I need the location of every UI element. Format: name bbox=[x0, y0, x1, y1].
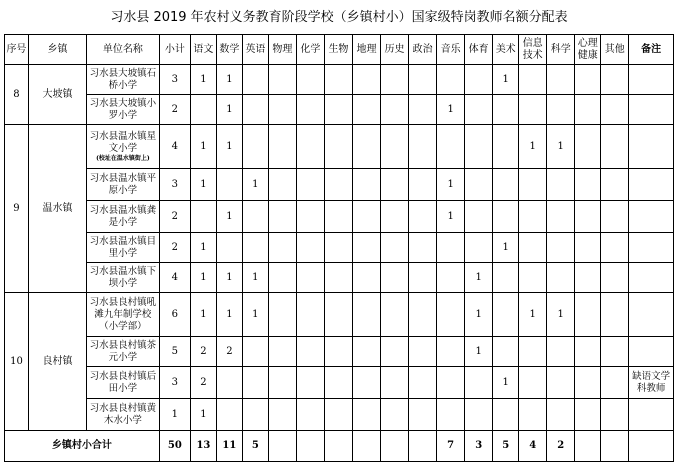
cell-qita bbox=[601, 399, 629, 431]
cell-tiyu bbox=[465, 125, 493, 169]
cell-shuxue: 2 bbox=[216, 337, 242, 367]
cell-shengwu bbox=[324, 337, 352, 367]
cell-xinxi: 1 bbox=[519, 293, 547, 337]
header-lishi: 历史 bbox=[381, 35, 409, 65]
cell-xinli bbox=[575, 233, 601, 263]
cell-qita bbox=[601, 233, 629, 263]
cell-meishu bbox=[493, 95, 519, 125]
cell-qita bbox=[601, 95, 629, 125]
cell-shengwu bbox=[324, 95, 352, 125]
cell-yuwen bbox=[190, 201, 216, 233]
cell-xinxi bbox=[519, 337, 547, 367]
cell-zhengzhi bbox=[409, 125, 437, 169]
remark-cell bbox=[629, 233, 674, 263]
cell-xinxi bbox=[519, 233, 547, 263]
unit-note: (校址在温水镇街上) bbox=[96, 154, 150, 162]
cell-yinyue bbox=[437, 233, 465, 263]
cell-shengwu bbox=[324, 263, 352, 293]
seq-cell: 8 bbox=[5, 65, 29, 125]
cell-dili bbox=[352, 337, 380, 367]
remark-cell bbox=[629, 201, 674, 233]
cell-lishi bbox=[381, 95, 409, 125]
total-shengwu bbox=[324, 431, 352, 462]
town-cell: 大坡镇 bbox=[28, 65, 86, 125]
cell-meishu bbox=[493, 169, 519, 201]
unit-name-cell bbox=[87, 399, 160, 431]
cell-tiyu bbox=[465, 201, 493, 233]
cell-total: 3 bbox=[159, 169, 190, 201]
header-yingyu: 英语 bbox=[242, 35, 268, 65]
remark-cell: 缺语文学科教师 bbox=[629, 367, 674, 399]
cell-shuxue: 1 bbox=[216, 293, 242, 337]
cell-xinli bbox=[575, 399, 601, 431]
cell-tiyu bbox=[465, 169, 493, 201]
cell-tiyu: 1 bbox=[465, 337, 493, 367]
cell-yingyu bbox=[242, 95, 268, 125]
header-unit: 单位名称 bbox=[87, 35, 160, 65]
cell-huaxue bbox=[296, 337, 324, 367]
cell-lishi bbox=[381, 399, 409, 431]
cell-lishi bbox=[381, 65, 409, 95]
cell-yingyu bbox=[242, 125, 268, 169]
unit-name-cell bbox=[87, 293, 160, 337]
cell-huaxue bbox=[296, 201, 324, 233]
header-remark: 备注 bbox=[629, 35, 674, 65]
total-shuxue: 11 bbox=[216, 431, 242, 462]
cell-huaxue bbox=[296, 367, 324, 399]
cell-shengwu bbox=[324, 367, 352, 399]
cell-meishu bbox=[493, 399, 519, 431]
cell-kexue bbox=[547, 337, 575, 367]
seq-cell: 10 bbox=[5, 293, 29, 431]
cell-wuli bbox=[268, 337, 296, 367]
header-tiyu: 体育 bbox=[465, 35, 493, 65]
header-seq: 序号 bbox=[5, 35, 29, 65]
header-huaxue: 化学 bbox=[296, 35, 324, 65]
total-yingyu: 5 bbox=[242, 431, 268, 462]
cell-yingyu: 1 bbox=[242, 293, 268, 337]
total-xinxi: 4 bbox=[519, 431, 547, 462]
cell-total: 2 bbox=[159, 201, 190, 233]
total-row bbox=[5, 431, 674, 462]
cell-wuli bbox=[268, 367, 296, 399]
total-lishi bbox=[381, 431, 409, 462]
cell-dili bbox=[352, 201, 380, 233]
cell-total: 2 bbox=[159, 233, 190, 263]
cell-yinyue bbox=[437, 367, 465, 399]
unit-name: 习水县大坡镇小罗小学 bbox=[89, 97, 157, 121]
total-xinli bbox=[575, 431, 601, 462]
cell-lishi bbox=[381, 337, 409, 367]
unit-name-cell bbox=[87, 95, 160, 125]
total-wuli bbox=[268, 431, 296, 462]
cell-xinxi bbox=[519, 367, 547, 399]
table-row bbox=[5, 367, 674, 399]
cell-shengwu bbox=[324, 201, 352, 233]
cell-total: 6 bbox=[159, 293, 190, 337]
cell-meishu bbox=[493, 263, 519, 293]
cell-shengwu bbox=[324, 125, 352, 169]
document-title: 习水县 2019 年农村义务教育阶段学校（乡镇村小）国家级特岗教师名额分配表 bbox=[110, 10, 568, 25]
header-meishu: 美术 bbox=[493, 35, 519, 65]
cell-kexue: 1 bbox=[547, 293, 575, 337]
total-total: 50 bbox=[159, 431, 190, 462]
total-yuwen: 13 bbox=[190, 431, 216, 462]
cell-kexue bbox=[547, 399, 575, 431]
header-xinli: 心理健康 bbox=[575, 35, 601, 65]
cell-kexue: 1 bbox=[547, 125, 575, 169]
cell-yingyu: 1 bbox=[242, 263, 268, 293]
table-row bbox=[5, 337, 674, 367]
unit-name-cell bbox=[87, 263, 160, 293]
total-tiyu: 3 bbox=[465, 431, 493, 462]
cell-xinxi bbox=[519, 95, 547, 125]
total-yinyue: 7 bbox=[437, 431, 465, 462]
cell-wuli bbox=[268, 201, 296, 233]
town-cell: 良村镇 bbox=[28, 293, 86, 431]
cell-shengwu bbox=[324, 233, 352, 263]
unit-name: 习水县良村镇茶元小学 bbox=[89, 339, 157, 363]
header-kexue: 科学 bbox=[547, 35, 575, 65]
cell-lishi bbox=[381, 125, 409, 169]
cell-meishu bbox=[493, 201, 519, 233]
cell-xinxi bbox=[519, 263, 547, 293]
cell-yinyue bbox=[437, 399, 465, 431]
cell-shengwu bbox=[324, 293, 352, 337]
unit-name: 习水县良村镇吼滩九年制学校（小学部） bbox=[89, 296, 157, 332]
cell-zhengzhi bbox=[409, 169, 437, 201]
cell-shuxue bbox=[216, 399, 242, 431]
cell-total: 2 bbox=[159, 95, 190, 125]
cell-lishi bbox=[381, 263, 409, 293]
total-zhengzhi bbox=[409, 431, 437, 462]
cell-yuwen: 1 bbox=[190, 65, 216, 95]
cell-xinli bbox=[575, 367, 601, 399]
cell-huaxue bbox=[296, 125, 324, 169]
cell-shengwu bbox=[324, 65, 352, 95]
header-shuxue: 数学 bbox=[216, 35, 242, 65]
cell-yinyue bbox=[437, 263, 465, 293]
unit-name-cell bbox=[87, 65, 160, 95]
cell-xinxi bbox=[519, 65, 547, 95]
cell-xinxi bbox=[519, 201, 547, 233]
cell-dili bbox=[352, 367, 380, 399]
cell-yingyu bbox=[242, 337, 268, 367]
cell-tiyu: 1 bbox=[465, 263, 493, 293]
cell-huaxue bbox=[296, 169, 324, 201]
cell-dili bbox=[352, 125, 380, 169]
cell-wuli bbox=[268, 263, 296, 293]
cell-xinli bbox=[575, 293, 601, 337]
cell-lishi bbox=[381, 201, 409, 233]
table-row bbox=[5, 169, 674, 201]
cell-qita bbox=[601, 201, 629, 233]
unit-name-cell bbox=[87, 337, 160, 367]
header-qita: 其他 bbox=[601, 35, 629, 65]
header-xinxi: 信息技术 bbox=[519, 35, 547, 65]
header-shengwu: 生物 bbox=[324, 35, 352, 65]
cell-yinyue bbox=[437, 293, 465, 337]
table-row bbox=[5, 399, 674, 431]
cell-huaxue bbox=[296, 65, 324, 95]
total-remark bbox=[629, 431, 674, 462]
cell-yinyue: 1 bbox=[437, 201, 465, 233]
cell-qita bbox=[601, 65, 629, 95]
unit-name-cell bbox=[87, 201, 160, 233]
header-yuwen: 语文 bbox=[190, 35, 216, 65]
cell-zhengzhi bbox=[409, 233, 437, 263]
cell-qita bbox=[601, 125, 629, 169]
header-wuli: 物理 bbox=[268, 35, 296, 65]
cell-wuli bbox=[268, 65, 296, 95]
cell-yuwen: 1 bbox=[190, 399, 216, 431]
unit-name: 习水县温水镇龚是小学 bbox=[89, 204, 157, 228]
cell-tiyu bbox=[465, 399, 493, 431]
cell-kexue bbox=[547, 201, 575, 233]
cell-tiyu: 1 bbox=[465, 293, 493, 337]
cell-total: 4 bbox=[159, 125, 190, 169]
unit-name-cell bbox=[87, 367, 160, 399]
cell-xinli bbox=[575, 263, 601, 293]
unit-name: 习水县温水镇下坝小学 bbox=[89, 265, 157, 289]
cell-tiyu bbox=[465, 95, 493, 125]
cell-yingyu bbox=[242, 399, 268, 431]
header-dili: 地理 bbox=[352, 35, 380, 65]
table-row bbox=[5, 293, 674, 337]
table-row bbox=[5, 95, 674, 125]
cell-meishu: 1 bbox=[493, 233, 519, 263]
unit-name: 习水县良村镇黄木水小学 bbox=[89, 402, 157, 426]
cell-yuwen: 2 bbox=[190, 367, 216, 399]
cell-wuli bbox=[268, 293, 296, 337]
total-qita bbox=[601, 431, 629, 462]
cell-meishu bbox=[493, 337, 519, 367]
cell-kexue bbox=[547, 367, 575, 399]
cell-xinli bbox=[575, 169, 601, 201]
total-label: 乡镇村小合计 bbox=[5, 431, 160, 462]
unit-name-cell bbox=[87, 233, 160, 263]
cell-huaxue bbox=[296, 233, 324, 263]
cell-qita bbox=[601, 367, 629, 399]
cell-lishi bbox=[381, 169, 409, 201]
cell-zhengzhi bbox=[409, 201, 437, 233]
cell-yingyu bbox=[242, 233, 268, 263]
cell-shuxue: 1 bbox=[216, 201, 242, 233]
cell-total: 3 bbox=[159, 65, 190, 95]
unit-name: 习水县良村镇后田小学 bbox=[89, 370, 157, 394]
unit-name-cell bbox=[87, 125, 160, 169]
cell-zhengzhi bbox=[409, 293, 437, 337]
cell-total: 5 bbox=[159, 337, 190, 367]
cell-shengwu bbox=[324, 169, 352, 201]
cell-kexue bbox=[547, 169, 575, 201]
cell-yingyu: 1 bbox=[242, 169, 268, 201]
header-total: 小计 bbox=[159, 35, 190, 65]
cell-yinyue: 1 bbox=[437, 169, 465, 201]
cell-lishi bbox=[381, 367, 409, 399]
cell-yuwen: 1 bbox=[190, 263, 216, 293]
allocation-table bbox=[4, 34, 674, 462]
cell-huaxue bbox=[296, 399, 324, 431]
cell-yuwen: 1 bbox=[190, 293, 216, 337]
cell-shuxue: 1 bbox=[216, 65, 242, 95]
cell-shuxue bbox=[216, 169, 242, 201]
cell-tiyu bbox=[465, 65, 493, 95]
cell-shuxue: 1 bbox=[216, 125, 242, 169]
unit-name: 习水县大坡镇石桥小学 bbox=[89, 67, 157, 91]
cell-xinxi bbox=[519, 169, 547, 201]
remark-cell bbox=[629, 337, 674, 367]
header-yinyue: 音乐 bbox=[437, 35, 465, 65]
cell-tiyu bbox=[465, 233, 493, 263]
cell-yuwen: 1 bbox=[190, 125, 216, 169]
cell-total: 1 bbox=[159, 399, 190, 431]
header-zhengzhi: 政治 bbox=[409, 35, 437, 65]
cell-zhengzhi bbox=[409, 337, 437, 367]
cell-lishi bbox=[381, 233, 409, 263]
remark-cell bbox=[629, 125, 674, 169]
seq-cell: 9 bbox=[5, 125, 29, 293]
table-body bbox=[5, 65, 674, 462]
cell-meishu bbox=[493, 293, 519, 337]
cell-kexue bbox=[547, 65, 575, 95]
cell-huaxue bbox=[296, 263, 324, 293]
cell-wuli bbox=[268, 95, 296, 125]
total-dili bbox=[352, 431, 380, 462]
unit-name: 习水县温水镇目里小学 bbox=[89, 235, 157, 259]
cell-shuxue: 1 bbox=[216, 263, 242, 293]
cell-wuli bbox=[268, 125, 296, 169]
cell-huaxue bbox=[296, 293, 324, 337]
cell-meishu: 1 bbox=[493, 65, 519, 95]
table-row bbox=[5, 233, 674, 263]
cell-zhengzhi bbox=[409, 65, 437, 95]
cell-qita bbox=[601, 169, 629, 201]
unit-name: 习水县温水镇星文小学 bbox=[89, 130, 157, 154]
cell-yinyue bbox=[437, 125, 465, 169]
cell-huaxue bbox=[296, 95, 324, 125]
remark-cell bbox=[629, 65, 674, 95]
remark-cell bbox=[629, 95, 674, 125]
cell-kexue bbox=[547, 233, 575, 263]
cell-yuwen bbox=[190, 95, 216, 125]
cell-qita bbox=[601, 337, 629, 367]
remark-cell bbox=[629, 293, 674, 337]
cell-shuxue: 1 bbox=[216, 95, 242, 125]
cell-zhengzhi bbox=[409, 95, 437, 125]
town-cell: 温水镇 bbox=[28, 125, 86, 293]
cell-xinli bbox=[575, 201, 601, 233]
cell-dili bbox=[352, 65, 380, 95]
cell-yingyu bbox=[242, 65, 268, 95]
total-huaxue bbox=[296, 431, 324, 462]
cell-shuxue bbox=[216, 367, 242, 399]
cell-total: 4 bbox=[159, 263, 190, 293]
cell-lishi bbox=[381, 293, 409, 337]
cell-yinyue bbox=[437, 337, 465, 367]
cell-dili bbox=[352, 399, 380, 431]
cell-xinli bbox=[575, 65, 601, 95]
cell-qita bbox=[601, 263, 629, 293]
remark-cell bbox=[629, 263, 674, 293]
cell-yuwen: 1 bbox=[190, 169, 216, 201]
cell-wuli bbox=[268, 169, 296, 201]
cell-meishu: 1 bbox=[493, 367, 519, 399]
cell-kexue bbox=[547, 95, 575, 125]
cell-dili bbox=[352, 233, 380, 263]
cell-xinxi: 1 bbox=[519, 125, 547, 169]
header-town: 乡镇 bbox=[28, 35, 86, 65]
cell-zhengzhi bbox=[409, 263, 437, 293]
table-row bbox=[5, 65, 674, 95]
unit-name-cell bbox=[87, 169, 160, 201]
cell-shengwu bbox=[324, 399, 352, 431]
cell-yuwen: 1 bbox=[190, 233, 216, 263]
unit-name: 习水县温水镇平原小学 bbox=[89, 172, 157, 196]
table-row bbox=[5, 125, 674, 169]
cell-xinli bbox=[575, 125, 601, 169]
cell-meishu bbox=[493, 125, 519, 169]
cell-yingyu bbox=[242, 367, 268, 399]
remark-cell bbox=[629, 169, 674, 201]
cell-dili bbox=[352, 95, 380, 125]
total-meishu: 5 bbox=[493, 431, 519, 462]
cell-qita bbox=[601, 293, 629, 337]
cell-dili bbox=[352, 263, 380, 293]
cell-yinyue bbox=[437, 65, 465, 95]
cell-shuxue bbox=[216, 233, 242, 263]
cell-dili bbox=[352, 169, 380, 201]
cell-xinxi bbox=[519, 399, 547, 431]
table-row bbox=[5, 201, 674, 233]
cell-xinli bbox=[575, 95, 601, 125]
total-kexue: 2 bbox=[547, 431, 575, 462]
cell-zhengzhi bbox=[409, 367, 437, 399]
cell-total: 3 bbox=[159, 367, 190, 399]
remark-cell bbox=[629, 399, 674, 431]
cell-zhengzhi bbox=[409, 399, 437, 431]
header-row bbox=[5, 35, 674, 65]
cell-xinli bbox=[575, 337, 601, 367]
cell-yingyu bbox=[242, 201, 268, 233]
cell-wuli bbox=[268, 399, 296, 431]
cell-yinyue: 1 bbox=[437, 95, 465, 125]
cell-yuwen: 2 bbox=[190, 337, 216, 367]
table-row bbox=[5, 263, 674, 293]
cell-wuli bbox=[268, 233, 296, 263]
cell-tiyu bbox=[465, 367, 493, 399]
cell-kexue bbox=[547, 263, 575, 293]
cell-dili bbox=[352, 293, 380, 337]
